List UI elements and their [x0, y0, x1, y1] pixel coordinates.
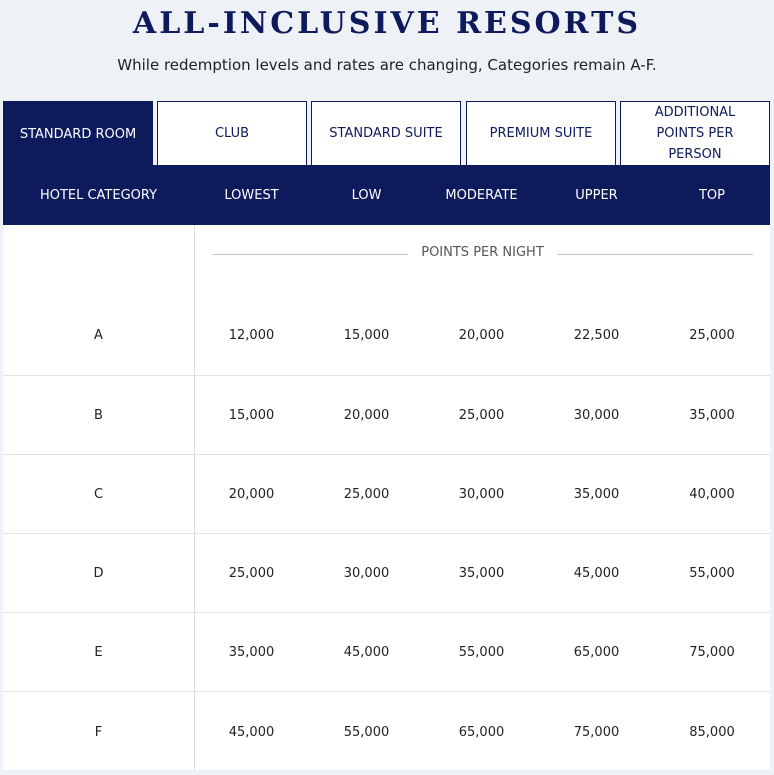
- value-cell-low: 15,000: [343, 327, 390, 343]
- value-cell-moderate: 30,000: [458, 486, 505, 502]
- value-cell-top: 40,000: [689, 486, 735, 502]
- category-cell: C: [93, 486, 104, 502]
- value-cell-top: 25,000: [689, 327, 735, 343]
- column-header-moderate: MODERATE: [445, 187, 518, 203]
- value-cell-moderate: 35,000: [458, 565, 505, 581]
- table-row: [3, 613, 770, 692]
- column-header-lowest: LOWEST: [224, 187, 279, 203]
- value-cell-moderate: 55,000: [458, 644, 505, 660]
- value-cell-moderate: 25,000: [458, 407, 505, 423]
- tab-standard-room[interactable]: STANDARD ROOM: [3, 101, 153, 167]
- value-cell-lowest: 45,000: [228, 724, 275, 740]
- value-cell-top: 75,000: [689, 644, 735, 660]
- tab-additional-points-per-person[interactable]: ADDITIONAL POINTS PER PERSON: [620, 101, 770, 165]
- value-cell-lowest: 20,000: [228, 486, 275, 502]
- category-cell: E: [94, 644, 103, 660]
- column-header-hotel-category: HOTEL CATEGORY: [39, 187, 158, 203]
- column-header-top: TOP: [698, 187, 725, 203]
- column-header-upper: UPPER: [575, 187, 618, 203]
- value-cell-top: 35,000: [689, 407, 735, 423]
- table-row: [3, 534, 770, 613]
- table-row: [3, 455, 770, 534]
- value-cell-low: 45,000: [343, 644, 390, 660]
- value-cell-top: 55,000: [689, 565, 735, 581]
- value-cell-lowest: 35,000: [228, 644, 275, 660]
- category-cell: B: [94, 407, 103, 423]
- category-cell: F: [94, 724, 103, 740]
- table-row: [3, 692, 770, 772]
- value-cell-moderate: 20,000: [458, 327, 505, 343]
- tab-club[interactable]: CLUB: [157, 101, 307, 165]
- room-type-tabs: [3, 101, 770, 165]
- value-cell-lowest: 12,000: [228, 327, 275, 343]
- value-cell-lowest: 15,000: [228, 407, 275, 423]
- table-header: [3, 165, 770, 225]
- table-row: [3, 376, 770, 455]
- value-cell-upper: 22,500: [573, 327, 620, 343]
- value-cell-low: 25,000: [343, 486, 390, 502]
- value-cell-upper: 45,000: [573, 565, 620, 581]
- category-cell: A: [94, 327, 103, 343]
- table-body: [3, 225, 770, 770]
- page-subtitle: While redemption levels and rates are changing, Categories remain A-F.: [117, 56, 657, 74]
- value-cell-upper: 30,000: [573, 407, 620, 423]
- column-header-low: LOW: [351, 187, 382, 203]
- points-per-night-label: POINTS PER NIGHT: [421, 245, 544, 260]
- points-per-night-subheader: [212, 243, 753, 265]
- tab-standard-suite[interactable]: STANDARD SUITE: [311, 101, 461, 165]
- value-cell-low: 30,000: [343, 565, 390, 581]
- value-cell-low: 20,000: [343, 407, 390, 423]
- value-cell-upper: 35,000: [573, 486, 620, 502]
- value-cell-upper: 75,000: [573, 724, 620, 740]
- category-cell: D: [93, 565, 104, 581]
- value-cell-upper: 65,000: [573, 644, 620, 660]
- page-title: ALL-INCLUSIVE RESORTS: [132, 6, 642, 41]
- value-cell-top: 85,000: [689, 724, 735, 740]
- value-cell-low: 55,000: [343, 724, 390, 740]
- table-row: [3, 295, 770, 376]
- tab-premium-suite[interactable]: PREMIUM SUITE: [466, 101, 616, 165]
- value-cell-moderate: 65,000: [458, 724, 505, 740]
- value-cell-lowest: 25,000: [228, 565, 275, 581]
